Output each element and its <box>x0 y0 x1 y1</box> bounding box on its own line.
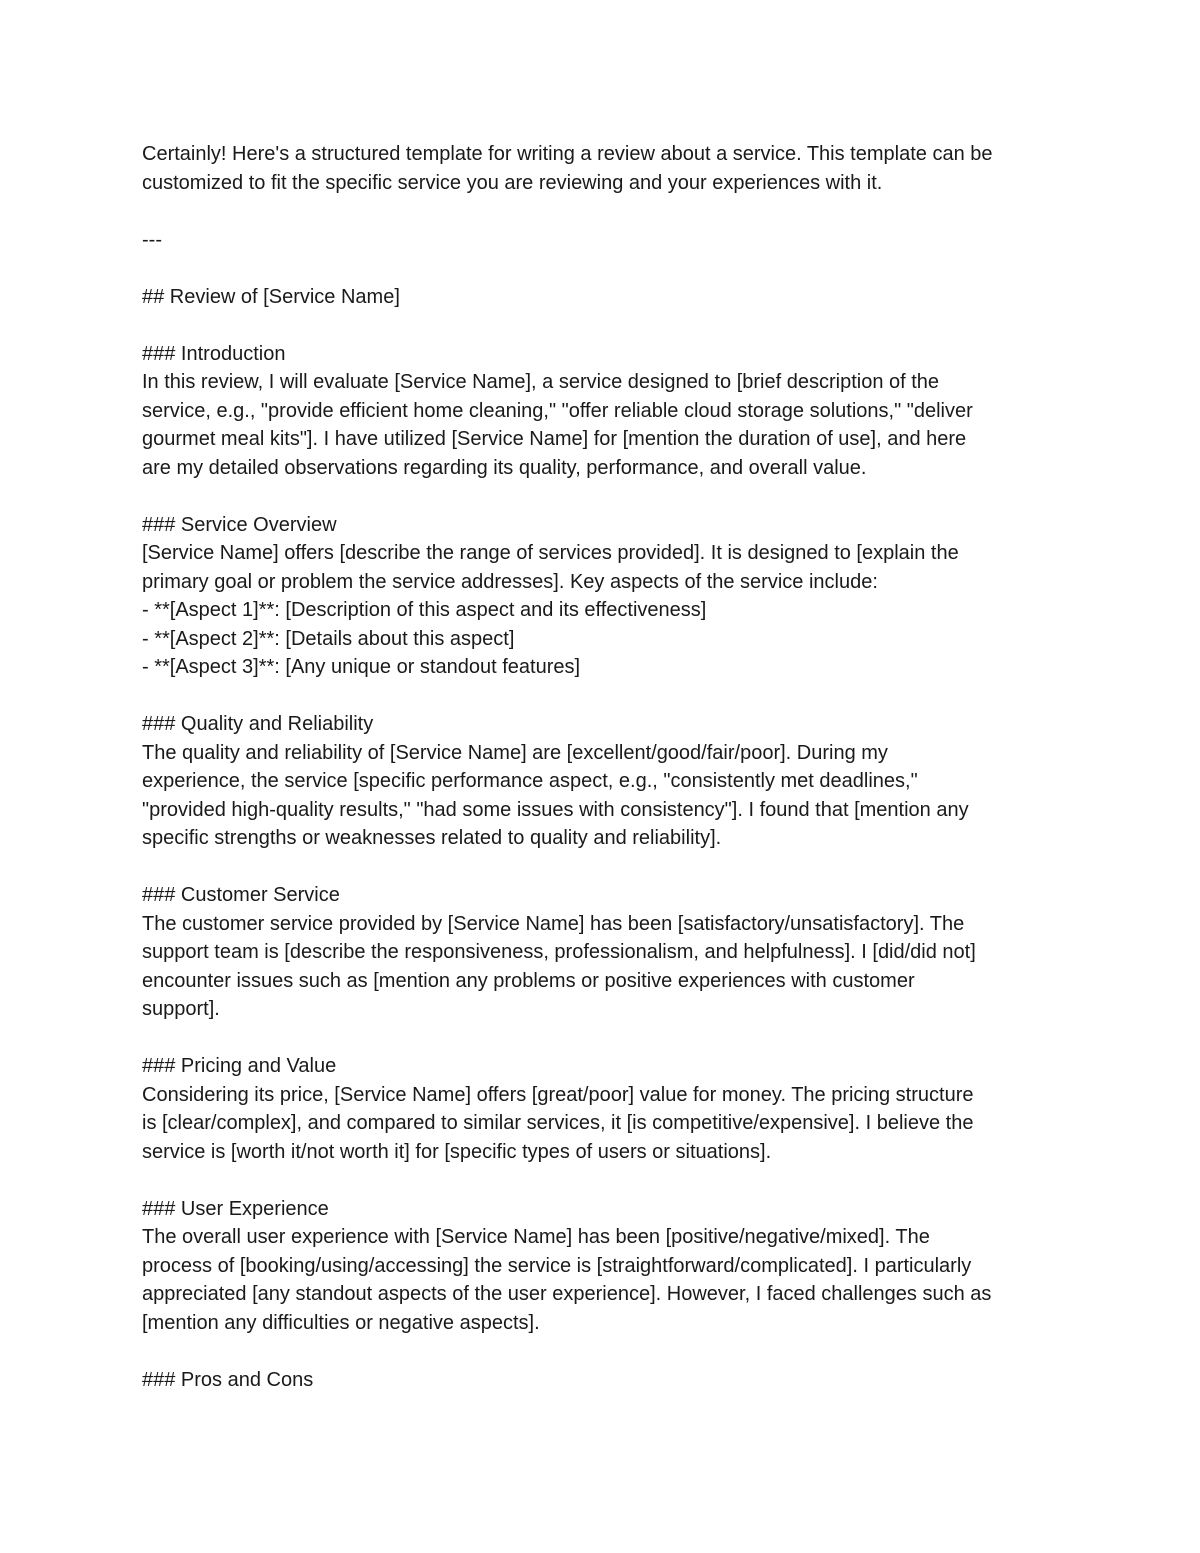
section-line: service, e.g., "provide efficient home cleaning," "offer reliable cloud storage solutions," "deliver <box>142 399 973 422</box>
section-line: [mention any difficulties or negative aspects]. <box>142 1311 540 1334</box>
section-line: primary goal or problem the service addresses]. Key aspects of the service include: <box>142 570 878 593</box>
section-service-overview <box>142 511 1072 682</box>
divider: --- <box>142 228 162 251</box>
section-heading: ### Service Overview <box>142 513 337 536</box>
section-heading: ### Introduction <box>142 342 286 365</box>
section-line: In this review, I will evaluate [Service Name], a service designed to [brief description of the <box>142 371 940 393</box>
section-line: gourmet meal kits"]. I have utilized [Service Name] for [mention the duration of use], and here <box>142 428 967 450</box>
intro-paragraph <box>142 140 1072 197</box>
list-item: - **[Aspect 2]**: [Details about this aspect] <box>142 627 515 650</box>
section-line: are my detailed observations regarding its quality, performance, and overall value. <box>142 456 867 479</box>
section-line: support team is [describe the responsiveness, professionalism, and helpfulness]. I [did/did not] <box>142 941 976 963</box>
spacer <box>142 254 1072 283</box>
section-line: The quality and reliability of [Service Name] are [excellent/good/fair/poor]. During my <box>142 741 888 764</box>
spacer <box>142 682 1072 711</box>
section-line: "provided high-quality results," "had some issues with consistency"]. I found that [mention any <box>142 798 969 821</box>
section-user-experience <box>142 1195 1072 1338</box>
review-title: ## Review of [Service Name] <box>142 285 400 308</box>
section-heading: ### Pricing and Value <box>142 1055 337 1077</box>
section-pros-cons <box>142 1366 1072 1395</box>
section-quality-reliability <box>142 710 1072 853</box>
section-line: experience, the service [specific performance aspect, e.g., "consistently met deadlines," <box>142 770 918 792</box>
spacer <box>142 853 1072 882</box>
section-line: The overall user experience with [Service Name] has been [positive/negative/mixed]. The <box>142 1226 930 1248</box>
intro-line: customized to fit the specific service you are reviewing and your experiences with it. <box>142 171 883 194</box>
section-line: Considering its price, [Service Name] offers [great/poor] value for money. The pricing structure <box>142 1083 974 1106</box>
intro-line: Certainly! Here's a structured template for writing a review about a service. This template can be <box>142 143 993 165</box>
section-heading: ### Customer Service <box>142 884 340 906</box>
section-line: support]. <box>142 998 220 1020</box>
section-line: service is [worth it/not worth it] for [specific types of users or situations]. <box>142 1140 772 1163</box>
spacer <box>142 311 1072 340</box>
spacer <box>142 1024 1072 1053</box>
section-line: appreciated [any standout aspects of the user experience]. However, I faced challenges such as <box>142 1283 992 1305</box>
section-heading: ### User Experience <box>142 1197 329 1220</box>
section-heading: ### Pros and Cons <box>142 1368 314 1391</box>
spacer <box>142 482 1072 511</box>
section-line: specific strengths or weaknesses related to quality and reliability]. <box>142 827 722 849</box>
section-introduction <box>142 340 1072 483</box>
section-line: encounter issues such as [mention any problems or positive experiences with customer <box>142 969 915 992</box>
section-pricing-value <box>142 1052 1072 1166</box>
spacer <box>142 1166 1072 1195</box>
section-line: [Service Name] offers [describe the range of services provided]. It is designed to [explain the <box>142 542 959 564</box>
spacer <box>142 197 1072 226</box>
section-line: is [clear/complex], and compared to similar services, it [is competitive/expensive]. I believe the <box>142 1112 974 1134</box>
section-heading: ### Quality and Reliability <box>142 713 374 735</box>
spacer <box>142 1337 1072 1366</box>
document-body <box>142 140 1072 1394</box>
section-line: process of [booking/using/accessing] the service is [straightforward/complicated]. I particularly <box>142 1254 972 1277</box>
section-customer-service <box>142 881 1072 1024</box>
section-line: The customer service provided by [Service Name] has been [satisfactory/unsatisfactory]. The <box>142 912 965 935</box>
list-item: - **[Aspect 3]**: [Any unique or standout features] <box>142 656 581 678</box>
list-item: - **[Aspect 1]**: [Description of this aspect and its effectiveness] <box>142 599 707 621</box>
